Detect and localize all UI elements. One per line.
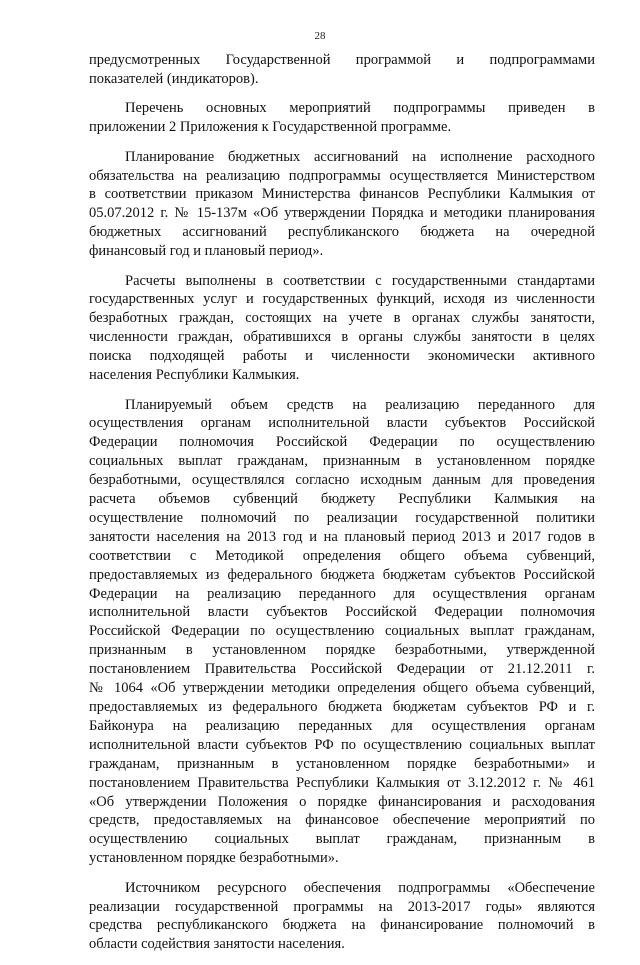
text-line: 05.07.2012 г. № 15-137м «Об утверждении Порядка и методики планирования	[89, 205, 595, 222]
text-line: в соответствии приказом Министерства финансов Республики Калмыкия от	[89, 186, 595, 203]
paragraph	[89, 148, 595, 261]
text-line: средств, предоставляемых на финансовое обеспечение мероприятий по	[89, 812, 595, 829]
text-line: расчета объемов субвенций бюджету Республики Калмыкия на	[89, 491, 595, 508]
text-line: № 1064 «Об утверждении методики определения общего объема субвенций,	[89, 680, 595, 697]
text-line: населения Республики Калмыкия.	[89, 367, 300, 384]
text-line: исполнительной власти субъектов РФ по осуществлению социальных выплат	[89, 736, 595, 753]
text-line: Федерации полномочия Российской Федерации по осуществлению	[89, 434, 595, 451]
text-line: соответствии с Методикой определения общего объема субвенций,	[89, 547, 595, 564]
text-line: «Об утверждении Положения о порядке финансирования и расходования	[89, 793, 595, 810]
text-line: приложении 2 Приложения к Государственной программе.	[89, 119, 452, 136]
text-line: области содействия занятости населения.	[89, 936, 345, 953]
text-line: постановлением Правительства Республики Калмыкия от 3.12.2012 г. № 461	[89, 774, 595, 791]
text-line: Перечень основных мероприятий подпрограммы приведен в	[125, 100, 595, 117]
text-line: признанным в установленном порядке безработными, утвержденной	[89, 642, 595, 659]
paragraph	[89, 396, 595, 869]
text-line: поиска подходящей работы и численности экономически активного	[89, 348, 595, 365]
document-body	[89, 51, 595, 965]
text-line: Расчеты выполнены в соответствии с государственными стандартами	[125, 272, 595, 289]
text-line: безработных граждан, состоящих на учете в органах службы занятости,	[89, 310, 595, 327]
text-line: обязательства на реализацию подпрограммы осуществляется Министерством	[89, 167, 595, 184]
text-line: государственных услуг и государственных функций, исходя из численности	[89, 291, 595, 308]
text-line: Планирование бюджетных ассигнований на исполнение расходного	[125, 148, 595, 165]
text-line: установленном порядке безработными».	[89, 850, 339, 867]
text-line: показателей (индикаторов).	[89, 70, 259, 87]
text-line: исполнительной власти субъектов Российской Федерации полномочия	[89, 604, 595, 621]
page-number: 28	[314, 30, 326, 42]
text-line: Байконура на реализацию переданных для осуществления органам	[89, 717, 595, 734]
text-line: реализации государственной программы на 2013-2017 годы» являются	[89, 898, 595, 915]
paragraph	[89, 51, 595, 89]
paragraph	[89, 99, 595, 137]
text-line: бюджетных ассигнований республиканского бюджета на очередной	[89, 224, 595, 241]
text-line: предоставляемых из федерального бюджета бюджетам субъектов РФ и г.	[89, 699, 595, 715]
text-line: Российской Федерации по осуществлению социальных выплат гражданам,	[89, 623, 595, 640]
text-line: Федерации на реализацию переданного для осуществления органам	[89, 585, 595, 602]
text-line: занятости населения на 2013 год и на плановый период 2013 и 2017 годов в	[89, 528, 595, 545]
text-line: средства республиканского бюджета на финансирование полномочий в	[89, 917, 595, 934]
text-line: Источником ресурсного обеспечения подпрограммы «Обеспечение	[125, 879, 595, 896]
text-line: безработными, осуществлялся согласно исходным данным для проведения	[89, 472, 595, 489]
text-line: постановлением Правительства Российской Федерации от 21.12.2011 г.	[89, 661, 595, 678]
text-line: осуществления органам исполнительной власти субъектов Российской	[89, 415, 595, 432]
paragraph	[89, 879, 595, 955]
text-line: социальных выплат гражданам, признанным в установленном порядке	[89, 453, 595, 470]
text-line: осуществление полномочий по реализации государственной политики	[89, 509, 595, 526]
text-line: предоставляемых из федерального бюджета бюджетам субъектов Российской	[89, 566, 595, 583]
text-line: Планируемый объем средств на реализацию переданного для	[125, 396, 595, 413]
text-line: гражданам, признанным в установленном порядке безработными» и	[89, 755, 595, 772]
text-line: численности граждан, обратившихся в органы службы занятости в целях	[89, 329, 595, 346]
text-line: предусмотренных Государственной программой и подпрограммами	[89, 52, 595, 68]
paragraph	[89, 272, 595, 385]
text-line: осуществлению социальных выплат гражданам, признанным в	[89, 831, 595, 848]
text-line: финансовый год и плановый период».	[89, 243, 324, 260]
